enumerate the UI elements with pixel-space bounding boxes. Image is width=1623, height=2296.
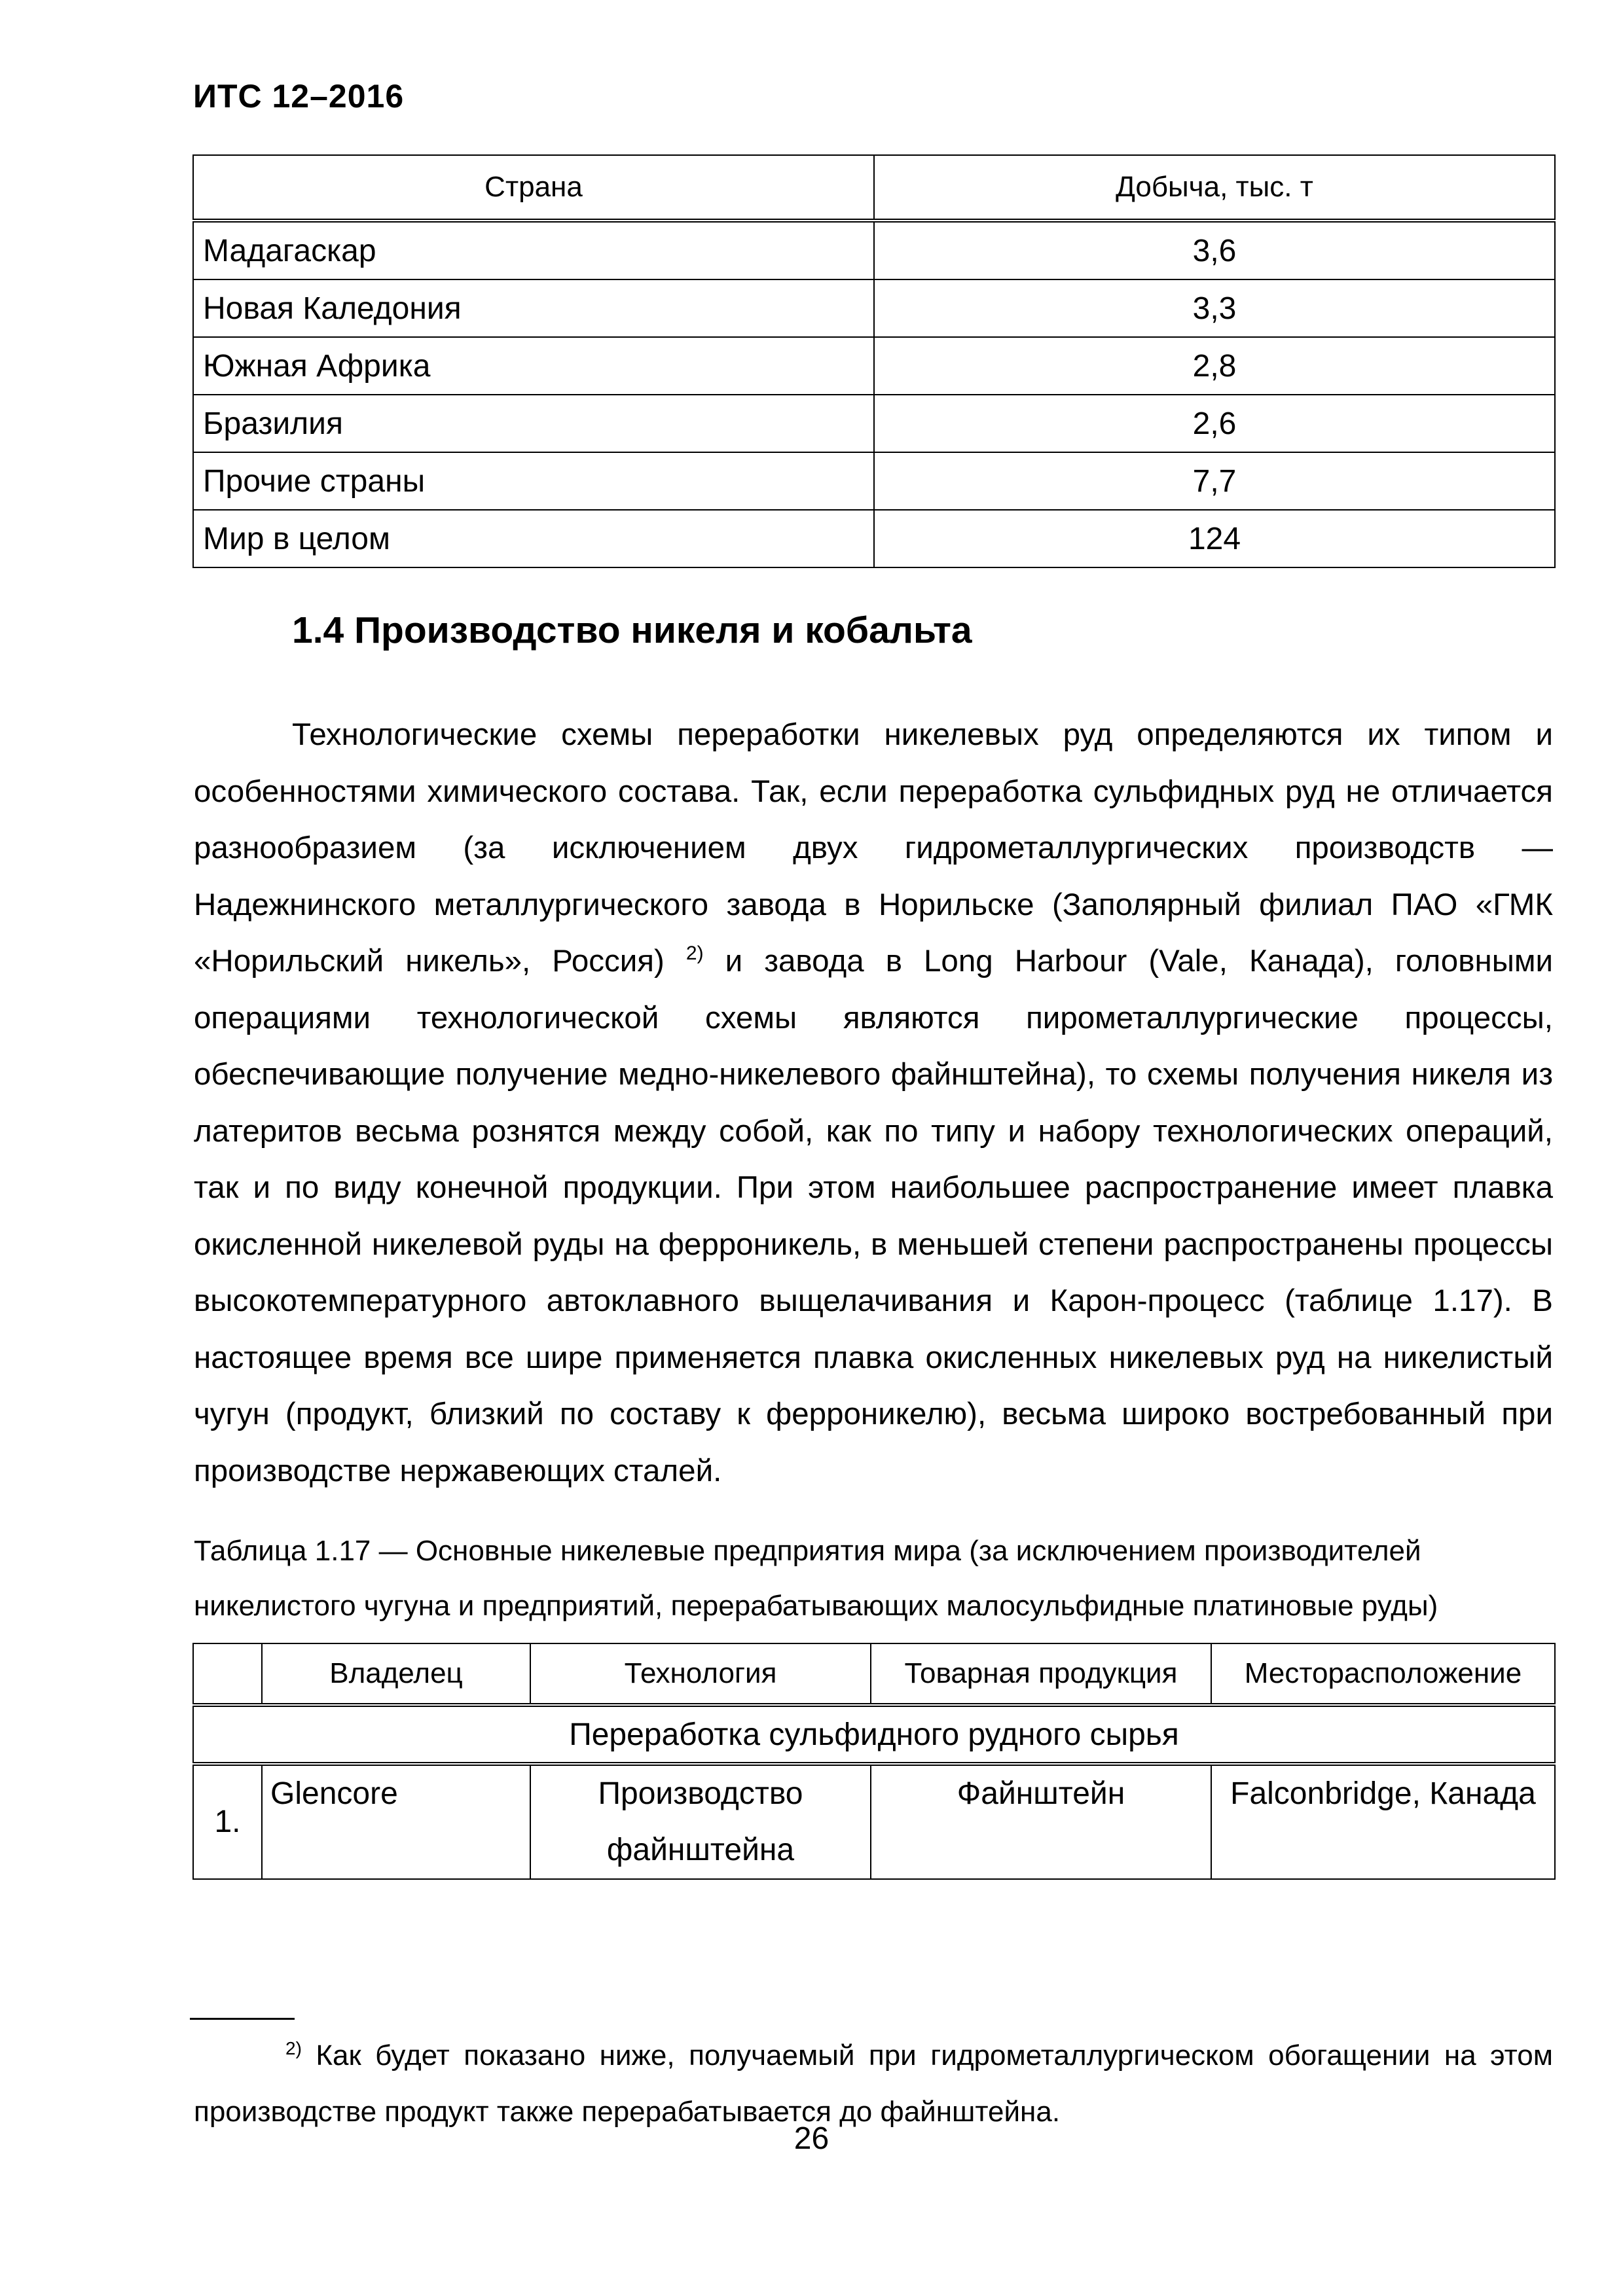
table-row [193,1764,1555,1879]
owner-cell: Glencore [262,1764,530,1879]
production-cell: 3,6 [874,221,1555,279]
country-cell: Мир в целом [193,510,874,567]
column-header-location: Месторасположение [1211,1643,1555,1705]
body-paragraph [194,707,1553,1499]
table-group-row [193,1705,1555,1764]
column-header-owner: Владелец [262,1643,530,1705]
table-row [193,337,1555,395]
column-header-number [193,1643,262,1705]
table-header-row [193,1643,1555,1705]
column-header-technology: Технология [530,1643,871,1705]
footnote-text: Как будет показано ниже, получаемый при гидрометаллургическом обогащении на этом производстве продукт также перерабатывается до файнштейна. [194,2039,1553,2128]
production-cell: 3,3 [874,279,1555,337]
table-row [193,395,1555,452]
column-header-country: Страна [193,155,874,221]
table-row [193,221,1555,279]
location-cell: Falconbridge, Канада [1211,1764,1555,1879]
page-number: 26 [793,2121,830,2156]
footnote-reference: 2) [685,942,704,964]
product-cell: Файнштейн [871,1764,1211,1879]
production-cell: 2,6 [874,395,1555,452]
table-row [193,510,1555,567]
country-cell: Прочие страны [193,452,874,510]
production-by-country-table [192,154,1556,568]
table-header-row [193,155,1555,221]
footnote-separator [190,2018,295,2020]
footnote-marker: 2) [285,2038,302,2058]
group-title-cell: Переработка сульфидного рудного сырья [193,1705,1555,1764]
section-heading: 1.4 Производство никеля и кобальта [292,609,972,651]
column-header-production: Добыча, тыс. т [874,155,1555,221]
nickel-enterprises-table [192,1643,1556,1880]
paragraph-text-part-1: Технологические схемы переработки никелевых руд определяются их типом и особенностями химического состава. Так, если переработка сульфидных руд не отличается разнообразием (за исключением двух гидрометаллургических производств — Надежнинского металлургического завода в Норильске (Заполярный филиал ПАО «ГМК «Норильский никель», Россия) [194,717,1553,978]
column-header-product: Товарная продукция [871,1643,1211,1705]
table-row [193,452,1555,510]
production-cell: 7,7 [874,452,1555,510]
table-caption: Таблица 1.17 — Основные никелевые предприятия мира (за исключением производителей никелистого чугуна и предприятий, перерабатывающих малосульфидные платиновые руды) [194,1535,1438,1622]
country-cell: Новая Каледония [193,279,874,337]
country-cell: Мадагаскар [193,221,874,279]
production-cell: 124 [874,510,1555,567]
production-cell: 2,8 [874,337,1555,395]
row-number-cell: 1. [193,1764,262,1879]
table-row [193,279,1555,337]
country-cell: Бразилия [193,395,874,452]
paragraph-text-part-2: и завода в Long Harbour (Vale, Канада), головными операциями технологической схемы являются пирометаллургические процессы, обеспечивающие получение медно-никелевого файнштейна), то схемы получения никеля из латеритов весьма рознятся между собой, как по типу и набору технологических операций, так и по виду конечной продукции. При этом наибольшее распространение имеет плавка окисленной никелевой руды на ферроникель, в меньшей степени распространены процессы высокотемпературного автоклавного выщелачивания и Карон-процесс (таблице 1.17). В настоящее время все шире применяется плавка окисленных никелевых руд на никелистый чугун (продукт, близкий по составу к ферроникелю), весьма широко востребованный при производстве нержавеющих сталей. [194,944,1554,1488]
document-code-header: ИТС 12–2016 [193,78,405,115]
technology-cell: Производство файнштейна [530,1764,871,1879]
country-cell: Южная Африка [193,337,874,395]
